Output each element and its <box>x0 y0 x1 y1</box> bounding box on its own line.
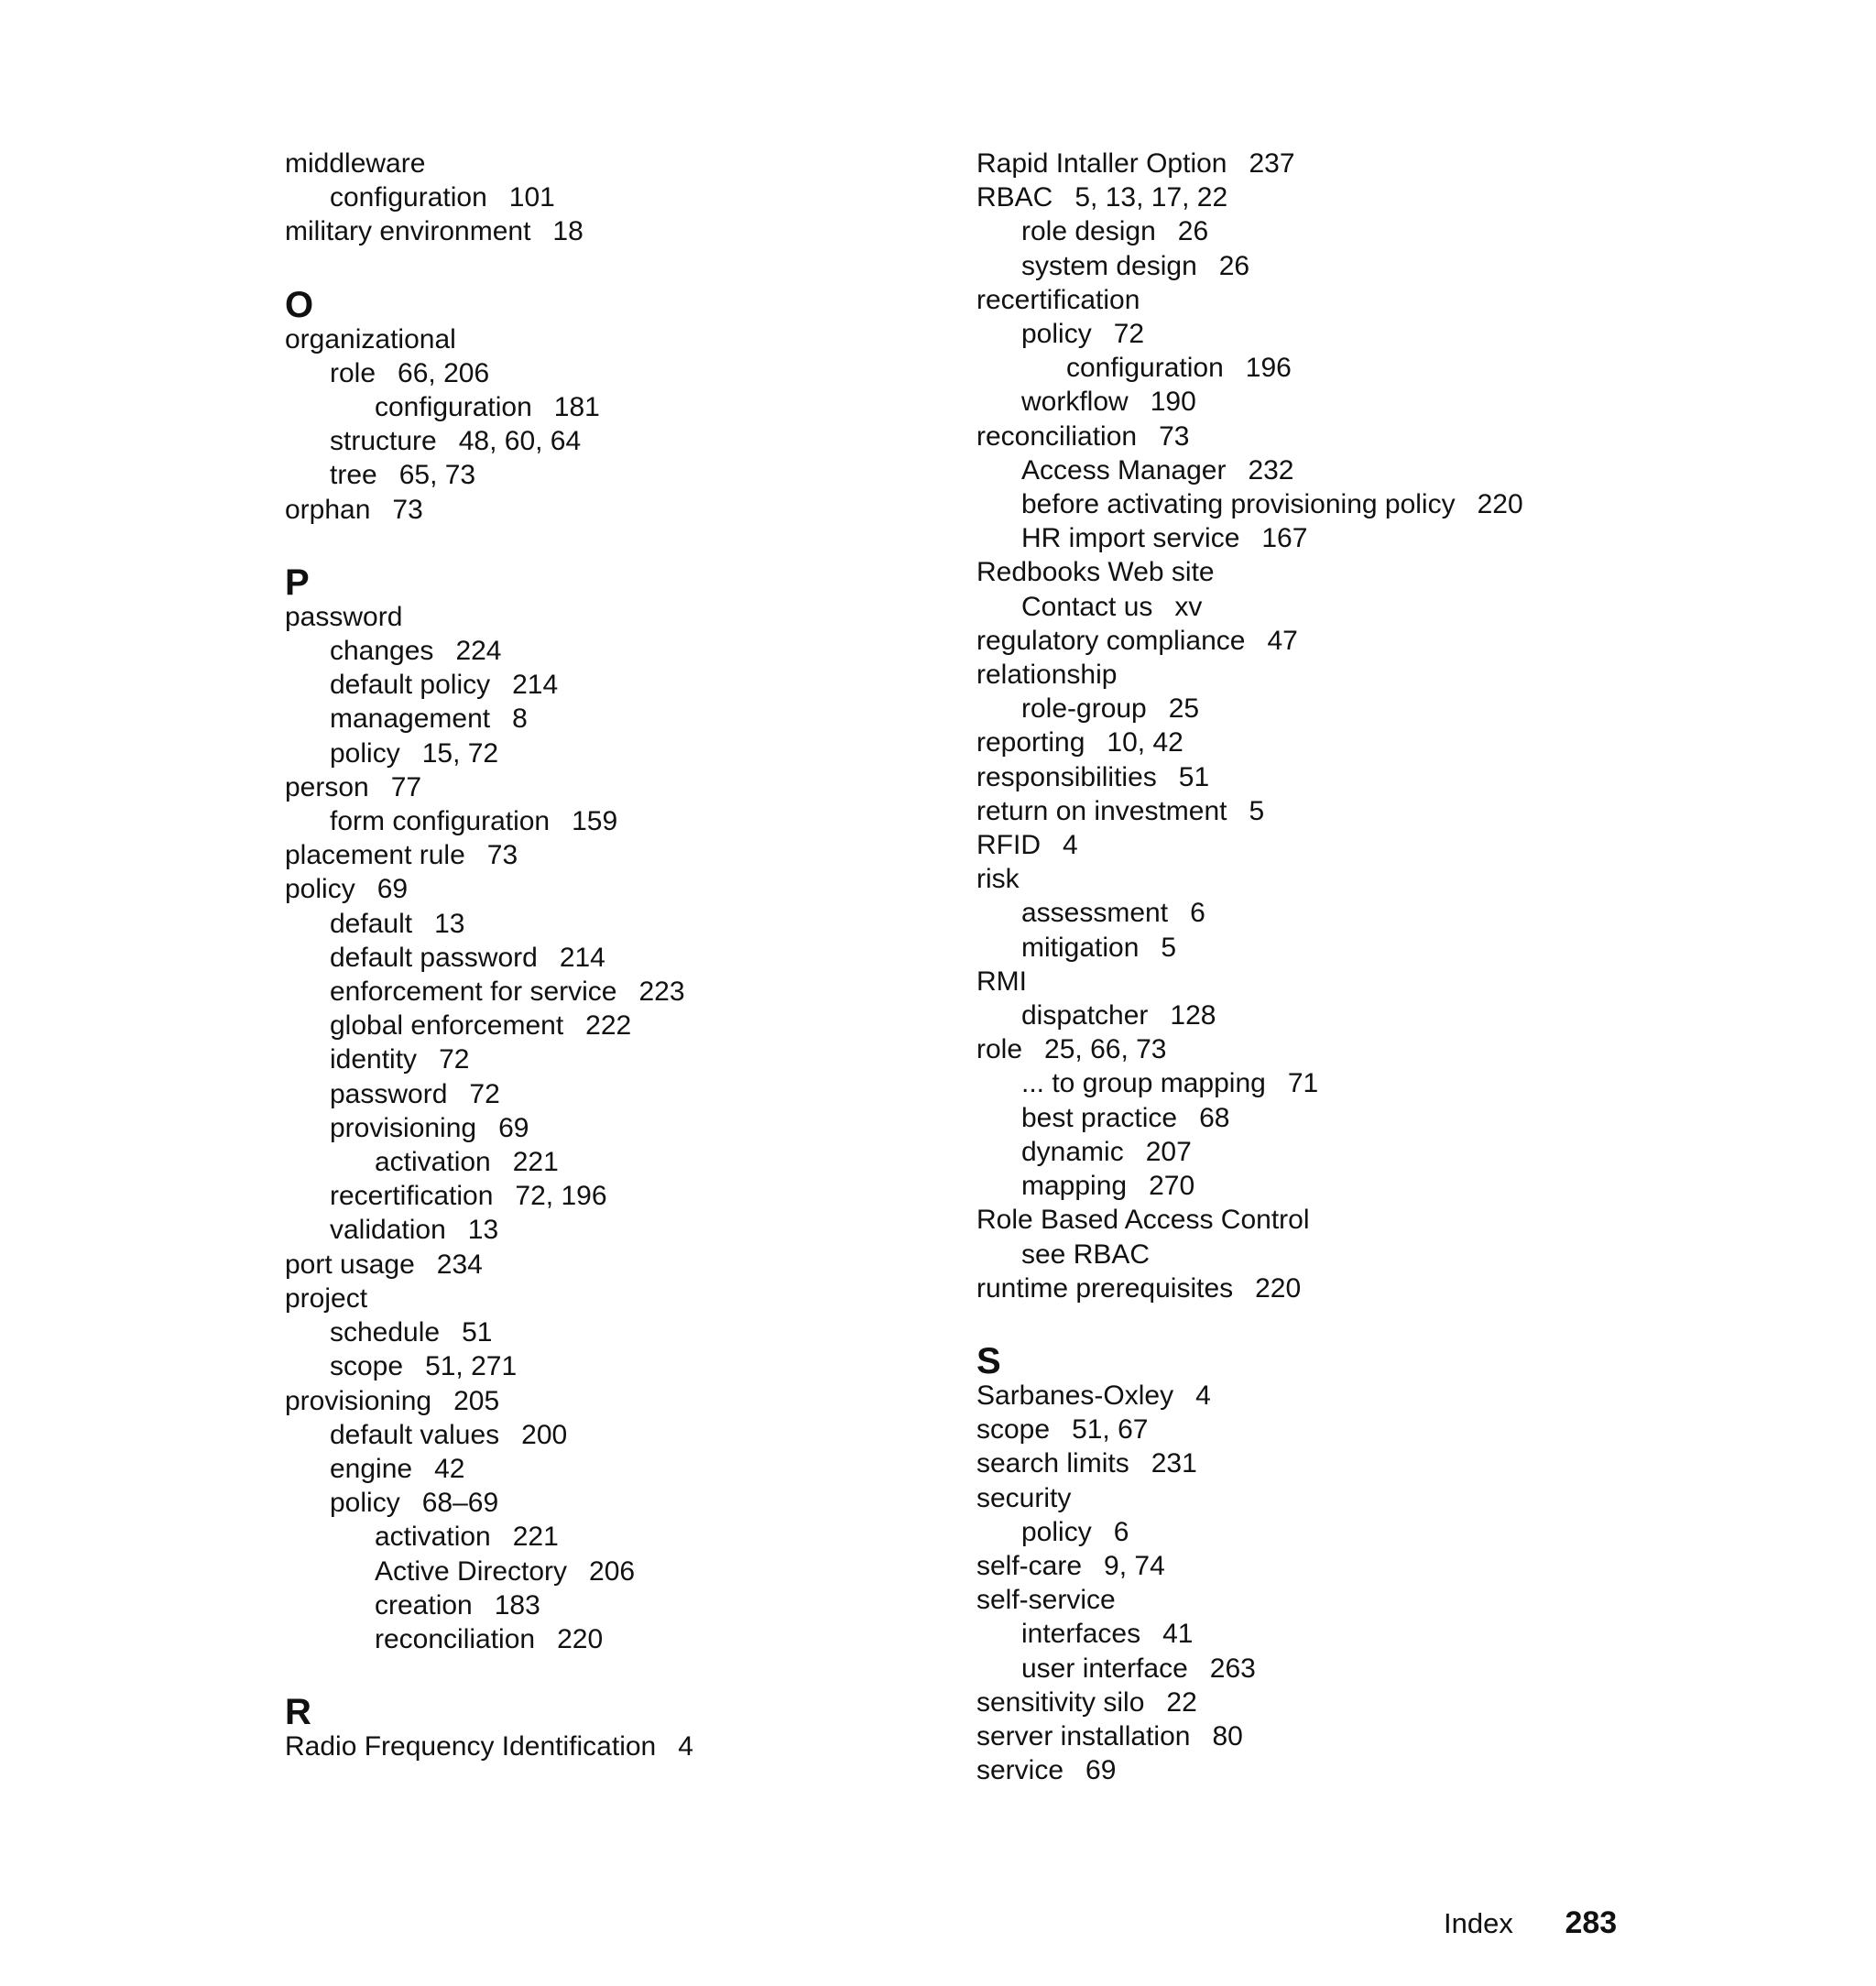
index-term: default values <box>330 1419 500 1450</box>
index-term: person <box>285 771 369 802</box>
index-term: password <box>285 601 403 632</box>
page-reference: 65, 73 <box>398 460 476 491</box>
page-reference: 42 <box>434 1453 465 1484</box>
page-reference: 190 <box>1150 387 1196 418</box>
index-term: default password <box>330 942 538 973</box>
page-reference: 222 <box>585 1010 632 1042</box>
index-term: server installation <box>976 1720 1191 1751</box>
index-entry <box>976 1446 1618 1480</box>
index-term: regulatory compliance <box>976 625 1246 656</box>
index-subentry <box>285 804 926 838</box>
index-term: recertification <box>976 284 1140 315</box>
index-subentry <box>976 453 1618 487</box>
index-entry <box>976 283 1618 317</box>
page-reference: 196 <box>1245 353 1292 384</box>
index-term: responsibilities <box>976 761 1157 792</box>
page-reference: xv <box>1174 591 1203 622</box>
page-reference: 68–69 <box>421 1488 499 1519</box>
index-term: Sarbanes-Oxley <box>976 1380 1174 1411</box>
index-entry <box>976 555 1618 589</box>
index-term: placement rule <box>285 840 465 871</box>
page-reference: 206 <box>589 1555 636 1587</box>
index-term: dispatcher <box>1021 1000 1149 1031</box>
page-reference: 232 <box>1248 454 1294 486</box>
index-term: search limits <box>976 1448 1129 1479</box>
index-subentry <box>285 1349 926 1383</box>
index-term: workflow <box>1021 387 1129 418</box>
index-term: mapping <box>1021 1171 1128 1202</box>
page-reference: 72 <box>1113 319 1145 350</box>
index-term: policy <box>1021 319 1092 350</box>
page-reference: 25, 66, 73 <box>1044 1034 1167 1065</box>
index-entry <box>976 726 1618 759</box>
index-term: policy <box>285 874 355 905</box>
index-subentry <box>285 1520 926 1554</box>
index-term: before activating provisioning policy <box>1021 489 1456 520</box>
index-term: configuration <box>1066 353 1224 384</box>
index-subentry <box>285 668 926 702</box>
index-term: default policy <box>330 670 491 701</box>
index-term: self-care <box>976 1550 1083 1581</box>
index-entry <box>285 1282 926 1315</box>
page-reference: 72 <box>469 1078 500 1109</box>
index-term: creation <box>375 1589 473 1620</box>
index-term: middleware <box>285 148 426 179</box>
index-subentry <box>285 1111 926 1145</box>
section-letter: S <box>976 1340 1001 1381</box>
index-term: recertification <box>330 1181 494 1212</box>
page-reference: 41 <box>1162 1619 1194 1650</box>
page-reference: 223 <box>638 977 685 1008</box>
index-subentry <box>285 356 926 390</box>
index-entry <box>285 1730 926 1763</box>
index-term: ... to group mapping <box>1021 1068 1266 1099</box>
page-reference: 18 <box>552 216 584 247</box>
page-reference: 5 <box>1249 795 1265 826</box>
index-term: RBAC <box>976 182 1053 213</box>
page-reference: 5, 13, 17, 22 <box>1074 182 1228 213</box>
index-term: reporting <box>976 727 1085 758</box>
page-reference: 6 <box>1113 1516 1129 1547</box>
index-term: tree <box>330 460 377 491</box>
index-subentry <box>976 1652 1618 1686</box>
index-subentry <box>285 424 926 458</box>
index-subentry <box>976 1238 1618 1271</box>
index-entry <box>976 794 1618 828</box>
index-term: see RBAC <box>1021 1239 1151 1270</box>
index-entry <box>285 770 926 804</box>
index-subentry <box>285 1418 926 1452</box>
footer-label: Index <box>1444 1907 1513 1939</box>
page-reference: 66, 206 <box>398 357 490 388</box>
index-entry <box>976 828 1618 862</box>
index-subentry <box>976 1617 1618 1651</box>
index-term: RFID <box>976 830 1041 861</box>
page-reference: 220 <box>1255 1272 1302 1304</box>
page-reference: 68 <box>1199 1102 1230 1133</box>
index-entry <box>976 180 1618 214</box>
index-subentry <box>285 1009 926 1042</box>
index-term: management <box>330 704 491 735</box>
page-reference: 270 <box>1149 1171 1195 1202</box>
index-term: service <box>976 1755 1064 1786</box>
index-subentry <box>976 1515 1618 1549</box>
index-term: policy <box>330 737 400 769</box>
page-reference: 69 <box>376 874 409 905</box>
index-entry <box>976 624 1618 658</box>
page-reference: 5 <box>1161 932 1177 963</box>
page-reference: 15, 72 <box>421 737 499 769</box>
index-subentry <box>285 390 926 424</box>
index-entry <box>976 1719 1618 1753</box>
index-subentry <box>285 1486 926 1520</box>
page-reference: 13 <box>434 908 465 939</box>
index-entry <box>285 322 926 356</box>
page-reference: 220 <box>1477 489 1523 520</box>
index-subentry <box>285 458 926 492</box>
index-subentry <box>285 907 926 941</box>
index-term: port usage <box>285 1249 415 1280</box>
index-subentry <box>976 998 1618 1032</box>
page-reference: 214 <box>559 942 605 973</box>
index-term: provisioning <box>330 1112 477 1143</box>
page-reference: 48, 60, 64 <box>458 426 582 457</box>
index-entry <box>976 1753 1618 1787</box>
page-reference: 9, 74 <box>1104 1550 1165 1581</box>
index-subentry <box>976 317 1618 351</box>
index-term: Radio Frequency Identification <box>285 1731 657 1762</box>
index-subentry <box>285 975 926 1009</box>
index-subentry <box>285 1588 926 1622</box>
page-reference: 263 <box>1209 1653 1256 1684</box>
page-reference: 207 <box>1145 1136 1192 1167</box>
index-term: sensitivity silo <box>976 1686 1145 1718</box>
page-reference: 47 <box>1267 625 1298 656</box>
index-term: mitigation <box>1021 932 1140 963</box>
index-term: orphan <box>285 494 371 525</box>
page-reference: 73 <box>486 840 518 871</box>
index-entry <box>285 1384 926 1418</box>
index-entry <box>285 872 926 906</box>
index-term: Role Based Access Control <box>976 1205 1310 1236</box>
index-subentry <box>285 1145 926 1179</box>
index-subentry <box>976 692 1618 726</box>
index-subentry <box>976 1135 1618 1169</box>
page-reference: 26 <box>1218 250 1250 281</box>
index-entry <box>976 658 1618 692</box>
index-term: configuration <box>330 182 487 213</box>
page-reference: 221 <box>512 1522 559 1553</box>
index-term: security <box>976 1482 1072 1513</box>
page-reference: 10, 42 <box>1107 727 1183 758</box>
index-term: activation <box>375 1147 491 1178</box>
index-term: system design <box>1021 250 1197 281</box>
page-reference: 4 <box>1063 830 1078 861</box>
index-entry <box>976 1583 1618 1617</box>
index-term: RMI <box>976 966 1027 997</box>
index-subentry <box>285 1555 926 1588</box>
index-term: best practice <box>1021 1102 1178 1133</box>
page-reference: 80 <box>1212 1720 1243 1751</box>
index-subentry <box>976 1066 1618 1100</box>
page-reference: 4 <box>678 1731 693 1762</box>
page-reference: 205 <box>453 1385 500 1416</box>
index-entry <box>285 493 926 527</box>
index-term: schedule <box>330 1317 441 1348</box>
page-reference: 51 <box>462 1317 493 1348</box>
index-term: form configuration <box>330 806 551 837</box>
index-term: role <box>330 357 376 388</box>
index-term: organizational <box>285 323 456 355</box>
index-term: Access Manager <box>1021 454 1227 486</box>
page-reference: 224 <box>455 636 502 667</box>
page-reference: 69 <box>1085 1755 1117 1786</box>
index-subentry <box>976 487 1618 521</box>
index-term: Contact us <box>1021 591 1153 622</box>
index-term: validation <box>330 1215 446 1246</box>
index-term: Redbooks Web site <box>976 557 1215 588</box>
page-reference: 25 <box>1168 693 1200 725</box>
index-term: configuration <box>375 392 532 423</box>
index-term: Rapid Intaller Option <box>976 148 1227 179</box>
index-term: risk <box>976 864 1020 895</box>
page-reference: 181 <box>553 392 600 423</box>
page-reference: 51, 271 <box>425 1351 518 1382</box>
index-subentry <box>976 249 1618 283</box>
index-subentry <box>285 1213 926 1247</box>
index-subentry <box>285 702 926 736</box>
page-reference: 231 <box>1151 1448 1197 1479</box>
index-entry <box>285 147 926 180</box>
index-subentry <box>285 1452 926 1486</box>
index-subentry <box>976 931 1618 965</box>
index-term: role design <box>1021 216 1156 247</box>
page-reference: 221 <box>512 1147 559 1178</box>
page-reference: 26 <box>1177 216 1209 247</box>
index-term: military environment <box>285 216 531 247</box>
index-entry <box>976 965 1618 998</box>
page-reference: 214 <box>512 670 559 701</box>
index-entry <box>976 1413 1618 1446</box>
index-column-right <box>976 147 1618 1787</box>
index-term: role <box>976 1034 1023 1065</box>
page-reference: 77 <box>390 771 422 802</box>
index-entry <box>976 862 1618 896</box>
index-subentry <box>976 1169 1618 1203</box>
index-term: relationship <box>976 660 1118 691</box>
page-reference: 6 <box>1190 898 1205 929</box>
index-term: policy <box>1021 1516 1092 1547</box>
page-reference: 8 <box>512 704 528 735</box>
page-reference: 220 <box>557 1623 604 1654</box>
index-term: global enforcement <box>330 1010 564 1042</box>
page-reference: 51, 67 <box>1072 1414 1149 1446</box>
index-subentry <box>976 385 1618 419</box>
page-reference: 22 <box>1166 1686 1197 1718</box>
index-entry <box>976 1481 1618 1515</box>
page-reference: 128 <box>1170 1000 1216 1031</box>
page-reference: 237 <box>1249 148 1295 179</box>
index-subentry <box>976 896 1618 930</box>
index-subentry <box>976 1101 1618 1135</box>
page-reference: 69 <box>498 1112 529 1143</box>
index-subentry <box>285 1315 926 1349</box>
index-term: interfaces <box>1021 1619 1141 1650</box>
index-entry <box>976 1032 1618 1066</box>
index-entry <box>976 420 1618 453</box>
page-reference: 234 <box>436 1249 483 1280</box>
index-term: user interface <box>1021 1653 1188 1684</box>
index-subentry <box>285 1077 926 1111</box>
index-subentry <box>285 1042 926 1076</box>
index-subentry <box>976 351 1618 385</box>
index-term: dynamic <box>1021 1136 1124 1167</box>
index-subentry <box>285 180 926 214</box>
index-term: identity <box>330 1044 418 1075</box>
index-entry <box>976 1549 1618 1583</box>
index-term: default <box>330 908 413 939</box>
index-term: activation <box>375 1522 491 1553</box>
page-reference: 167 <box>1261 523 1308 554</box>
page-reference: 73 <box>392 494 423 525</box>
page-reference: 51 <box>1178 761 1210 792</box>
index-term: engine <box>330 1453 413 1484</box>
page-reference: 4 <box>1195 1380 1211 1411</box>
index-entry <box>976 147 1618 180</box>
index-entry <box>285 1248 926 1282</box>
page-reference: 183 <box>494 1589 540 1620</box>
index-term: structure <box>330 426 437 457</box>
page-reference: 73 <box>1159 420 1190 452</box>
index-entry <box>285 214 926 248</box>
index-entry <box>976 1203 1618 1237</box>
index-term: policy <box>330 1488 400 1519</box>
index-entry <box>976 1686 1618 1719</box>
index-term: scope <box>330 1351 404 1382</box>
index-term: scope <box>976 1414 1051 1446</box>
index-entry <box>285 838 926 872</box>
index-term: project <box>285 1282 368 1314</box>
index-subentry <box>976 521 1618 555</box>
page-reference: 159 <box>572 806 618 837</box>
index-term: reconciliation <box>976 420 1138 452</box>
section-letter: R <box>285 1692 311 1733</box>
index-term: password <box>330 1078 448 1109</box>
index-subentry <box>285 634 926 668</box>
index-subentry <box>285 941 926 975</box>
index-term: assessment <box>1021 898 1169 929</box>
index-term: role-group <box>1021 693 1147 725</box>
index-term: enforcement for service <box>330 977 617 1008</box>
page-footer <box>1444 1905 1617 1941</box>
index-term: HR import service <box>1021 523 1240 554</box>
index-term: changes <box>330 636 434 667</box>
index-term: provisioning <box>285 1385 432 1416</box>
index-subentry <box>976 590 1618 624</box>
index-term: Active Directory <box>375 1555 568 1587</box>
index-subentry <box>285 737 926 770</box>
section-letter: O <box>285 284 314 325</box>
section-letter: P <box>285 562 310 603</box>
index-subentry <box>285 1179 926 1213</box>
index-subentry <box>976 214 1618 248</box>
page-reference: 13 <box>467 1215 499 1246</box>
page-reference: 200 <box>521 1419 568 1450</box>
index-term: self-service <box>976 1585 1116 1616</box>
index-subentry <box>285 1622 926 1656</box>
index-term: runtime prerequisites <box>976 1272 1234 1304</box>
index-entry <box>285 600 926 634</box>
page-reference: 101 <box>508 182 555 213</box>
page-reference: 72, 196 <box>515 1181 607 1212</box>
index-entry <box>976 1271 1618 1305</box>
page-number: 283 <box>1565 1905 1618 1940</box>
page-reference: 71 <box>1287 1068 1319 1099</box>
index-column-left <box>285 147 926 1763</box>
index-term: return on investment <box>976 795 1227 826</box>
index-entry <box>976 1379 1618 1413</box>
index-term: reconciliation <box>375 1623 536 1654</box>
index-entry <box>976 760 1618 794</box>
page-reference: 72 <box>439 1044 470 1075</box>
